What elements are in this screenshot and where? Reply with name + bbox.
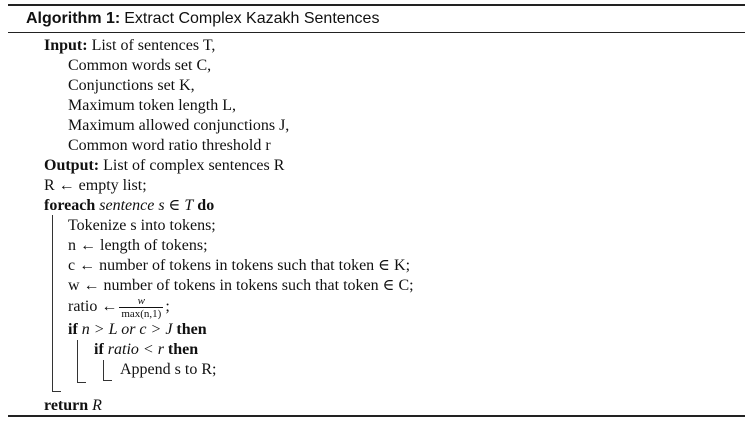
input-item-3: Maximum token length L, [68, 97, 236, 114]
length-line: n ← length of tokens; [68, 237, 208, 254]
input-item-1: Common words set C, [68, 57, 212, 74]
ratio-end: ; [165, 298, 170, 315]
then-keyword-2: then [167, 341, 199, 358]
top-rule [8, 4, 745, 6]
do-keyword: do [197, 197, 215, 214]
foreach-condition: sentence s ∈ T [99, 197, 194, 214]
foreach-block-end [52, 391, 61, 392]
algorithm-caption [26, 9, 379, 29]
init-line: R ← empty list; [44, 177, 147, 194]
ratio-denominator: max(n,1) [121, 307, 162, 320]
return-value: R [92, 397, 102, 414]
input-item-2: Conjunctions set K, [68, 77, 195, 94]
output-line [44, 156, 284, 176]
if-keyword-2: if [94, 341, 104, 358]
foreach-line [44, 196, 214, 216]
if-condition-2: ratio < r [107, 341, 164, 358]
algorithm-title: Extract Complex Kazakh Sentences [124, 10, 380, 27]
input-keyword: Input: [44, 37, 88, 54]
count-conjunctions-line: c ← number of tokens in tokens such that token ∈ K; [68, 257, 411, 274]
foreach-keyword: foreach [44, 197, 96, 214]
foreach-block-bar [52, 215, 53, 391]
input-item-4: Maximum allowed conjunctions J, [68, 117, 290, 134]
if-condition-1: n > L or c > J [81, 321, 173, 338]
tokenize-line: Tokenize s into tokens; [68, 217, 216, 234]
append-line: Append s to R; [120, 361, 217, 378]
return-keyword: return [44, 397, 89, 414]
if-length-block-bar [77, 340, 78, 382]
if-keyword-1: if [68, 321, 78, 338]
ratio-fraction [119, 295, 163, 320]
then-keyword-1: then [176, 321, 207, 338]
count-common-line: w ← number of tokens in tokens such that token ∈ C; [68, 277, 414, 294]
output-text: List of complex sentences R [103, 157, 285, 174]
ratio-lhs: ratio ← [68, 298, 118, 315]
if-ratio-block-bar [103, 360, 104, 380]
if-ratio-line [94, 340, 198, 360]
input-item-0: List of sentences T, [91, 37, 216, 54]
ratio-line [68, 294, 170, 320]
if-length-line [68, 320, 207, 340]
if-ratio-block-end [103, 380, 112, 381]
input-item-5: Common word ratio threshold r [68, 137, 271, 154]
input-line [44, 36, 215, 56]
if-length-block-end [77, 382, 86, 383]
title-rule [8, 32, 745, 33]
algorithm-label: Algorithm 1: [26, 10, 121, 27]
bottom-rule [8, 415, 745, 417]
return-line [44, 396, 102, 416]
ratio-numerator: w [119, 295, 163, 308]
output-keyword: Output: [44, 157, 100, 174]
